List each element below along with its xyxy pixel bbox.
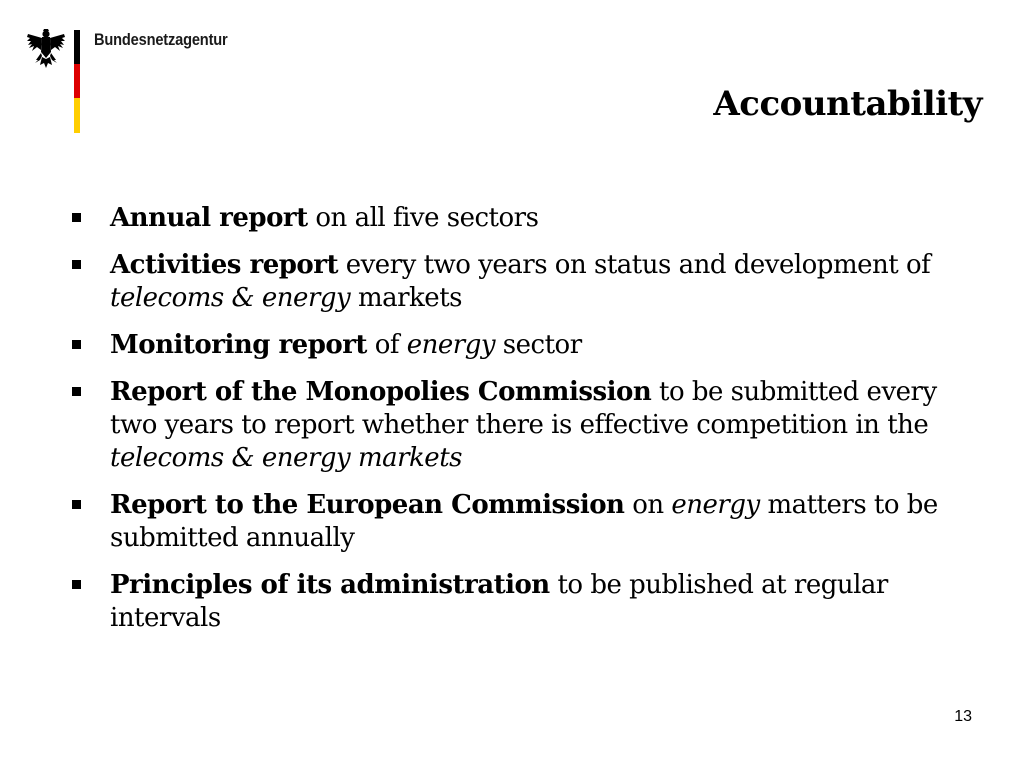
square-bullet-icon <box>72 580 81 589</box>
federal-eagle-icon <box>26 28 66 70</box>
bullet-european-commission <box>72 489 972 555</box>
bullet-text: on <box>624 490 672 520</box>
bullet-text: to be published at regular intervals <box>110 570 888 633</box>
bullet-bold-text: Report of the Monopolies Commission <box>110 377 652 407</box>
square-bullet-icon <box>72 340 81 349</box>
bullet-text: of <box>366 330 407 360</box>
flag-stripe-black <box>74 30 80 64</box>
bullet-italic-text: telecoms & energy <box>110 283 351 313</box>
flag-stripe-gold <box>74 98 80 133</box>
bullet-italic-text: telecoms & energy markets <box>110 443 462 473</box>
bullet-bold-text: Activities report <box>110 250 338 280</box>
bullet-text: on all five sectors <box>307 203 539 233</box>
german-flag-bar <box>74 30 80 133</box>
bullet-bold-text: Report to the European Commission <box>110 490 625 520</box>
square-bullet-icon <box>72 500 81 509</box>
page-number: 13 <box>954 708 972 725</box>
slide-title: Accountability <box>713 84 982 124</box>
bullet-text: every two years on status and development of <box>337 250 931 280</box>
bullet-administration-principles <box>72 569 972 635</box>
bullet-list <box>72 202 972 649</box>
bullet-italic-text: energy <box>406 330 496 360</box>
bullet-text: to be submitted every two years to report whether there is effective competition in the <box>110 377 937 440</box>
square-bullet-icon <box>72 260 81 269</box>
bullet-text: markets <box>350 283 462 313</box>
bullet-bold-text: Monitoring report <box>110 330 367 360</box>
bullet-bold-text: Annual report <box>110 203 308 233</box>
bullet-text: sector <box>495 330 582 360</box>
organization-name: Bundesnetzagentur <box>94 30 228 49</box>
flag-stripe-red <box>74 64 80 98</box>
bullet-monitoring-report <box>72 329 972 362</box>
square-bullet-icon <box>72 387 81 396</box>
bullet-annual-report <box>72 202 972 235</box>
bullet-monopolies-commission <box>72 376 972 475</box>
bundesnetzagentur-logo <box>26 28 256 138</box>
bullet-italic-text: energy <box>671 490 760 520</box>
bullet-bold-text: Principles of its administration <box>110 570 550 600</box>
square-bullet-icon <box>72 213 81 222</box>
bullet-activities-report <box>72 249 972 315</box>
bullet-text: matters to be submitted annually <box>110 490 938 553</box>
